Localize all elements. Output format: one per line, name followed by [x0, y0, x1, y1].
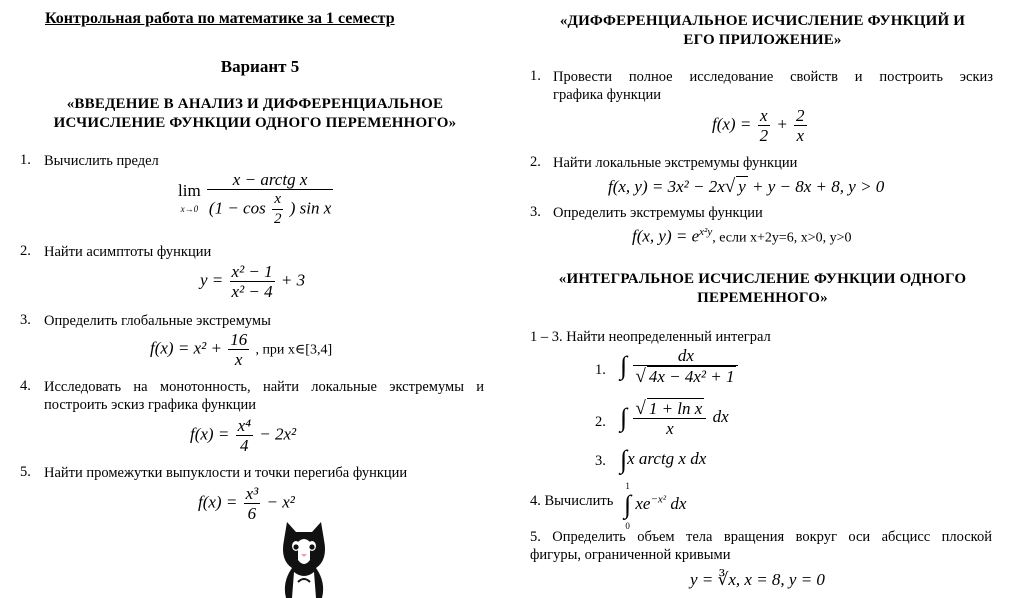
r1f1-plus: + — [776, 114, 788, 134]
formula-limit — [178, 170, 335, 229]
right-section1-heading — [530, 12, 995, 50]
r1f2-part-b: + y − 8x + 8, y > 0 — [752, 177, 885, 196]
left-item-1-number: 1. — [20, 152, 31, 168]
i2-tail: dx — [712, 406, 729, 426]
cat-illustration — [278, 520, 330, 598]
right2-heading-line2: ПЕРЕМЕННОГО» — [697, 290, 828, 306]
lim-symbol: lim — [178, 180, 201, 200]
f3-denominator: x — [228, 349, 249, 369]
variant-heading: Вариант 5 — [220, 57, 300, 76]
right1-item-3-text: Определить экстремумы функции — [553, 205, 763, 221]
limit-inner-numerator: x — [274, 191, 282, 207]
f2-tail: + 3 — [280, 270, 306, 290]
formula-conditional-extrema — [632, 226, 852, 247]
left-heading-line1: «ВВЕДЕНИЕ В АНАЛИЗ И ДИФФЕРЕНЦИАЛЬНОЕ — [66, 96, 444, 112]
f3-lhs: f(x) = x² + — [150, 338, 222, 358]
r1f2-part-a: f(x, y) = 3x² − 2x — [608, 177, 725, 196]
f2-numerator: x² − 1 — [231, 262, 273, 281]
integral-1-number: 1. — [595, 362, 606, 378]
right1-item-2-text: Найти локальные экстремумы функции — [553, 155, 798, 171]
left-item-4-text — [44, 378, 484, 414]
f4-denominator: 4 — [236, 435, 253, 455]
r1f1-den2: x — [794, 125, 807, 145]
r1f3-lhs: f(x, y) = e — [632, 226, 700, 246]
left-item-1-text: Вычислить предел — [44, 153, 159, 169]
integral-2-number: 2. — [595, 414, 606, 430]
f5-lhs: f(x) = — [198, 492, 238, 512]
i2-numerator: 1 + ln x — [648, 399, 703, 418]
f5-tail: − x² — [266, 492, 295, 512]
integral-1: ∫ $\frac{dx}{\text{√ 4x − 4x² + 1}}$ — [620, 346, 740, 386]
i2-denominator: x — [633, 418, 706, 438]
lim-subscript: x→0 — [180, 203, 199, 214]
right1-item-1-text — [553, 68, 993, 104]
item-5-line2: фигуры, ограниченной кривыми — [530, 547, 731, 563]
r1f2-sqrt-arg: y — [738, 177, 746, 196]
integral-3: ∫x arctg x dx — [620, 445, 707, 474]
left-item-4-line2: построить эскиз графика функции — [44, 397, 257, 413]
i3-expression: x arctg x dx — [627, 448, 707, 468]
formula-monotonicity — [190, 416, 296, 455]
formula-full-study — [712, 106, 809, 145]
limit-inner-denominator: 2 — [273, 211, 282, 227]
left-item-2-text: Найти асимптоты функции — [44, 244, 212, 260]
r1f3-condition: , если x+2y=6, x>0, y>0 — [712, 230, 852, 246]
formula-global-extrema — [150, 330, 332, 369]
integral-intro: 1 – 3. Найти неопределенный интеграл — [530, 329, 771, 345]
item-5-text — [530, 528, 992, 564]
formula-local-extrema: f(x, y) = 3x² − 2x√ y + y − 8x + 8, y > 0 — [608, 176, 885, 197]
i4-exponent: −x² — [650, 493, 667, 506]
right1-heading-line1: «ДИФФЕРЕНЦИАЛЬНОЕ ИСЧИСЛЕНИЕ ФУНКЦИЙ И — [559, 13, 966, 29]
i1-denominator: 4x − 4x² + 1 — [648, 367, 735, 386]
f2-denominator: x² − 4 — [231, 282, 273, 301]
f2-lhs: y = — [200, 270, 224, 290]
integral-3-number: 3. — [595, 453, 606, 469]
i4-tail: dx — [670, 493, 687, 513]
left-item-3-number: 3. — [20, 312, 31, 328]
definite-integral: 1 ∫ 0 $xe^{-x^2}$ dx — [624, 481, 687, 531]
f4-lhs: f(x) = — [190, 424, 230, 444]
right-section2-heading — [530, 270, 995, 308]
f5-numerator: x³ — [245, 484, 259, 503]
right1-item-1-line1: Провести полное исследование свойств и построить эскиз — [553, 69, 993, 85]
left-item-5-text: Найти промежутки выпуклости и точки перегиба функции — [44, 465, 408, 481]
r1f1-lhs: f(x) = — [712, 114, 752, 134]
left-item-5-number: 5. — [20, 464, 31, 480]
f3-condition: , при x∈[3,4] — [255, 342, 333, 358]
formula-convexity — [198, 484, 295, 523]
right1-item-3-number: 3. — [530, 204, 541, 220]
r1f1-num2: 2 — [796, 106, 805, 125]
right1-item-1-number: 1. — [530, 68, 541, 84]
item-4-label: 4. Вычислить — [530, 493, 614, 509]
limit-denominator-start: (1 − cos — [208, 198, 266, 218]
limit-denominator-tail: ) sin x — [289, 198, 332, 218]
limit-numerator: x − arctg x — [232, 170, 308, 189]
left-section-heading — [30, 95, 480, 133]
left-item-2-number: 2. — [20, 243, 31, 259]
i1-numerator: dx — [677, 346, 694, 365]
r1f1-num1: x — [760, 106, 768, 125]
f5-denominator: 6 — [244, 503, 261, 523]
left-item-3-text: Определить глобальные экстремумы — [44, 313, 271, 329]
right2-heading-line1: «ИНТЕГРАЛЬНОЕ ИСЧИСЛЕНИЕ ФУНКЦИИ ОДНОГО — [558, 271, 967, 287]
r1f3-exponent: x²y — [699, 226, 713, 238]
integral-2: ∫ $\frac{\text{√ 1 + ln x}}{x}$ dx — [620, 398, 729, 438]
left-item-4-line1: Исследовать на монотонность, найти локальные экстремумы и — [44, 379, 484, 395]
f3-numerator: 16 — [230, 330, 248, 349]
f4-numerator: x⁴ — [237, 416, 252, 435]
left-item-4-number: 4. — [20, 378, 31, 394]
formula-volume: y = ∛x, x = 8, y = 0 — [690, 570, 825, 589]
r1f1-den1: 2 — [759, 126, 769, 145]
right1-heading-line2: ЕГО ПРИЛОЖЕНИЕ» — [683, 32, 842, 48]
upper-limit: 1 — [625, 481, 630, 491]
right1-item-1-line2: графика функции — [553, 87, 662, 103]
lower-limit: 0 — [625, 521, 630, 531]
f4-tail: − 2x² — [259, 424, 297, 444]
i4-expression: xe — [635, 493, 651, 513]
formula-asymptotes — [200, 262, 305, 301]
left-heading-line2: ИСЧИСЛЕНИЕ ФУНКЦИИ ОДНОГО ПЕРЕМЕННОГО» — [53, 115, 457, 131]
right1-item-2-number: 2. — [530, 154, 541, 170]
item-5-line1: 5. Определить объем тела вращения вокруг оси абсцисс плоской — [530, 529, 992, 545]
document-title: Контрольная работа по математике за 1 семестр — [45, 10, 395, 27]
